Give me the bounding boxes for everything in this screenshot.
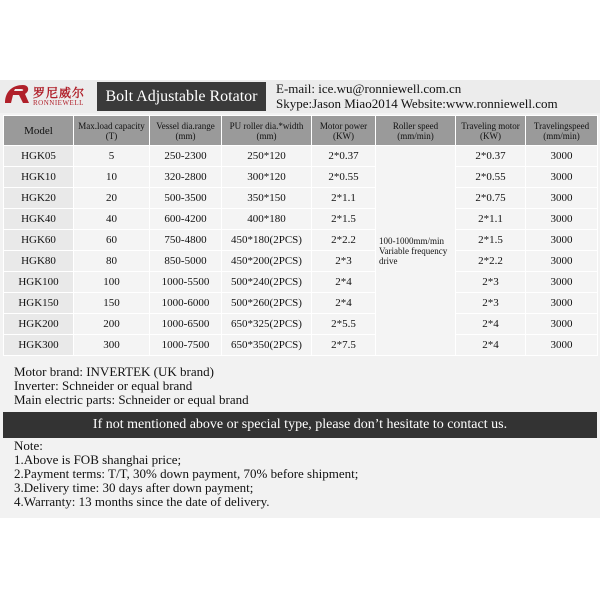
cell-roller: 650*350(2PCS) [222, 335, 312, 356]
note-item: 1.Above is FOB shanghai price; [14, 452, 182, 467]
notes-section [14, 439, 358, 509]
cell-vessel: 500-3500 [150, 188, 222, 209]
notes-heading: Note: [14, 438, 43, 453]
cell-model: HGK150 [4, 293, 74, 314]
inverter-brand-line: Inverter: Schneider or equal brand [14, 378, 193, 393]
cell-travel-speed: 3000 [526, 167, 598, 188]
table-row [4, 335, 598, 356]
cell-load: 5 [74, 146, 150, 167]
email-line: E-mail: ice.wu@ronniewell.com.cn [276, 81, 462, 96]
logo-english-text: RONNIEWELL [33, 99, 84, 107]
cell-roller: 500*240(2PCS) [222, 272, 312, 293]
company-logo [3, 83, 95, 109]
cell-travel-speed: 3000 [526, 293, 598, 314]
contact-banner: If not mentioned above or special type, please don’t hesitate to contact us. [3, 412, 597, 438]
cell-load: 300 [74, 335, 150, 356]
cell-model: HGK80 [4, 251, 74, 272]
cell-vessel: 1000-7500 [150, 335, 222, 356]
cell-roller-speed: 100-1000mm/min Variable frequency drive [376, 146, 456, 356]
spec-table [3, 115, 598, 356]
cell-model: HGK100 [4, 272, 74, 293]
col-header-load: Max.load capacity (T) [74, 116, 150, 146]
logo-chinese-text: 罗尼威尔 [33, 86, 86, 100]
cell-roller: 250*120 [222, 146, 312, 167]
col-header-travel-speed: Travelingspeed (mm/min) [526, 116, 598, 146]
cell-travel-motor: 2*0.75 [456, 188, 526, 209]
cell-load: 80 [74, 251, 150, 272]
cell-model: HGK300 [4, 335, 74, 356]
table-row [4, 167, 598, 188]
cell-load: 100 [74, 272, 150, 293]
cell-travel-motor: 2*0.37 [456, 146, 526, 167]
skype-website-line: Skype:Jason Miao2014 Website:www.ronniewell.com [276, 96, 558, 111]
cell-travel-speed: 3000 [526, 272, 598, 293]
table-row [4, 314, 598, 335]
cell-travel-motor: 2*1.5 [456, 230, 526, 251]
cell-motor: 2*3 [312, 251, 376, 272]
cell-travel-speed: 3000 [526, 146, 598, 167]
col-header-model: Model [4, 116, 74, 146]
cell-travel-motor: 2*1.1 [456, 209, 526, 230]
table-row [4, 293, 598, 314]
cell-roller: 450*180(2PCS) [222, 230, 312, 251]
cell-travel-motor: 2*4 [456, 314, 526, 335]
cell-roller: 400*180 [222, 209, 312, 230]
cell-load: 60 [74, 230, 150, 251]
table-row [4, 188, 598, 209]
cell-roller: 350*150 [222, 188, 312, 209]
electric-parts-line: Main electric parts: Schneider or equal brand [14, 392, 249, 407]
cell-model: HGK10 [4, 167, 74, 188]
table-row [4, 146, 598, 167]
cell-motor: 2*4 [312, 272, 376, 293]
cell-motor: 2*7.5 [312, 335, 376, 356]
cell-roller: 300*120 [222, 167, 312, 188]
cell-vessel: 750-4800 [150, 230, 222, 251]
col-header-vessel: Vessel dia.range (mm) [150, 116, 222, 146]
cell-load: 150 [74, 293, 150, 314]
col-header-travel-motor: Traveling motor (KW) [456, 116, 526, 146]
table-row [4, 209, 598, 230]
cell-vessel: 600-4200 [150, 209, 222, 230]
cell-travel-motor: 2*2.2 [456, 251, 526, 272]
table-row [4, 230, 598, 251]
note-item: 3.Delivery time: 30 days after down payment; [14, 480, 254, 495]
col-header-roller-speed: Roller speed (mm/min) [376, 116, 456, 146]
table-row [4, 272, 598, 293]
cell-travel-speed: 3000 [526, 314, 598, 335]
cell-travel-speed: 3000 [526, 335, 598, 356]
table-row [4, 251, 598, 272]
brand-info [14, 365, 249, 407]
cell-travel-motor: 2*3 [456, 293, 526, 314]
cell-roller: 500*260(2PCS) [222, 293, 312, 314]
note-item: 2.Payment terms: T/T, 30% down payment, 70% before shipment; [14, 466, 359, 481]
cell-load: 200 [74, 314, 150, 335]
cell-motor: 2*2.2 [312, 230, 376, 251]
cell-vessel: 320-2800 [150, 167, 222, 188]
cell-motor: 2*0.37 [312, 146, 376, 167]
cell-travel-speed: 3000 [526, 251, 598, 272]
cell-load: 10 [74, 167, 150, 188]
page-title: Bolt Adjustable Rotator [97, 82, 266, 111]
cell-vessel: 1000-6000 [150, 293, 222, 314]
cell-travel-speed: 3000 [526, 230, 598, 251]
cell-vessel: 250-2300 [150, 146, 222, 167]
cell-model: HGK60 [4, 230, 74, 251]
cell-travel-motor: 2*0.55 [456, 167, 526, 188]
contact-info [276, 81, 558, 111]
cell-roller: 650*325(2PCS) [222, 314, 312, 335]
cell-model: HGK200 [4, 314, 74, 335]
cell-load: 40 [74, 209, 150, 230]
col-header-roller: PU roller dia.*width (mm) [222, 116, 312, 146]
cell-motor: 2*1.5 [312, 209, 376, 230]
note-item: 4.Warranty: 13 months since the date of delivery. [14, 494, 270, 509]
cell-roller: 450*200(2PCS) [222, 251, 312, 272]
cell-model: HGK20 [4, 188, 74, 209]
cell-motor: 2*4 [312, 293, 376, 314]
table-header-row [4, 116, 598, 146]
cell-travel-motor: 2*3 [456, 272, 526, 293]
cell-travel-speed: 3000 [526, 188, 598, 209]
cell-motor: 2*1.1 [312, 188, 376, 209]
cell-travel-motor: 2*4 [456, 335, 526, 356]
logo-mark-icon [3, 83, 31, 105]
col-header-motor: Motor power (KW) [312, 116, 376, 146]
cell-motor: 2*5.5 [312, 314, 376, 335]
cell-model: HGK05 [4, 146, 74, 167]
cell-model: HGK40 [4, 209, 74, 230]
cell-travel-speed: 3000 [526, 209, 598, 230]
motor-brand-line: Motor brand: INVERTEK (UK brand) [14, 364, 214, 379]
cell-vessel: 1000-5500 [150, 272, 222, 293]
cell-vessel: 850-5000 [150, 251, 222, 272]
cell-vessel: 1000-6500 [150, 314, 222, 335]
cell-load: 20 [74, 188, 150, 209]
cell-motor: 2*0.55 [312, 167, 376, 188]
